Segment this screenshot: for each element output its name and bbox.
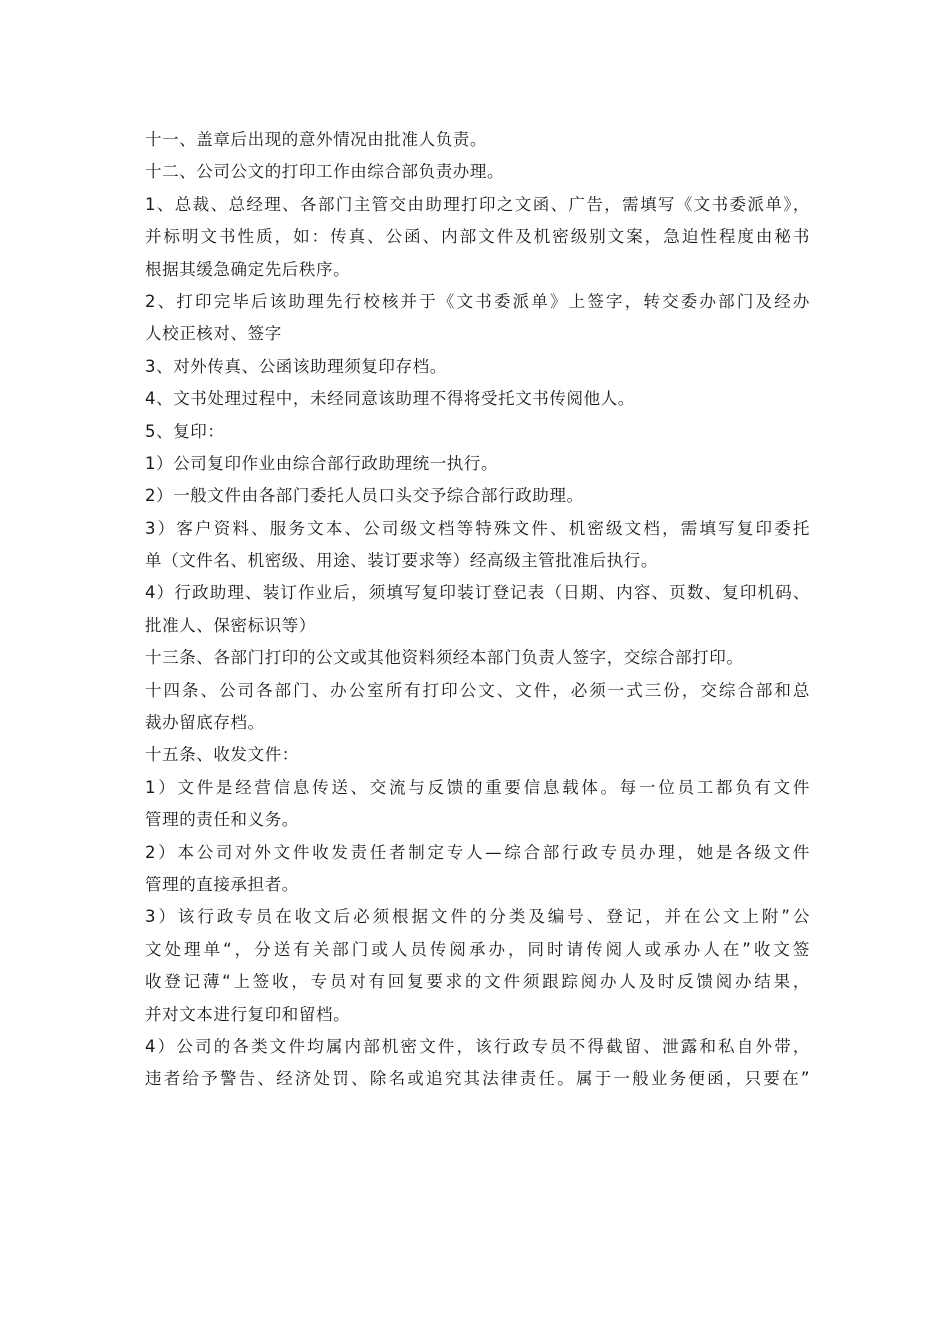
paragraph-line: 1）公司复印作业由综合部行政助理统一执行。 [145, 453, 499, 473]
paragraph-line: 管理的责任和义务。 [145, 810, 299, 830]
paragraph-line: 根据其缓急确定先后秩序。 [145, 259, 351, 279]
paragraph-line: 4）公司的各类文件均属内部机密文件，该行政专员不得截留、泄露和私自外带， [145, 1036, 810, 1056]
paragraph-line: 1）文件是经营信息传送、交流与反馈的重要信息载体。每一位员工都负有文件 [145, 777, 810, 797]
paragraph-line: 十四条、公司各部门、办公室所有打印公文、文件，必须一式三份，交综合部和总 [145, 680, 810, 700]
paragraph-line: 单（文件名、机密级、用途、装订要求等）经高级主管批准后执行。 [145, 551, 658, 571]
paragraph-line: 十二、公司公文的打印工作由综合部负责办理。 [145, 162, 505, 182]
paragraph-line: 批准人、保密标识等） [145, 615, 316, 635]
paragraph-line: 2）一般文件由各部门委托人员口头交予综合部行政助理。 [145, 486, 584, 506]
paragraph-line: 2、打印完毕后该助理先行校核并于《文书委派单》上签字，转交委办部门及经办 [145, 291, 810, 311]
paragraph-line: 5、复印： [145, 421, 225, 441]
paragraph-line: 收登记薄“上签收，专员对有回复要求的文件须跟踪阅办人及时反馈阅办结果， [145, 972, 810, 992]
paragraph-line: 文处理单“，分送有关部门或人员传阅承办，同时请传阅人或承办人在”收文签 [145, 939, 810, 959]
paragraph-line: 并对文本进行复印和留档。 [145, 1004, 351, 1024]
paragraph-line: 十三条、各部门打印的公文或其他资料须经本部门负责人签字，交综合部打印。 [145, 648, 744, 668]
paragraph-line: 2）本公司对外文件收发责任者制定专人—综合部行政专员办理，她是各级文件 [145, 842, 810, 862]
document-body [145, 124, 810, 1096]
paragraph-line: 十五条、收发文件： [145, 745, 299, 765]
paragraph-line: 4）行政助理、装订作业后，须填写复印装订登记表（日期、内容、页数、复印机码、 [145, 583, 810, 603]
paragraph-line: 3）客户资料、服务文本、公司级文档等特殊文件、机密级文档，需填写复印委托 [145, 518, 810, 538]
paragraph-line: 裁办留底存档。 [145, 713, 265, 733]
paragraph-line: 并标明文书性质，如：传真、公函、内部文件及机密级别文案，急迫性程度由秘书 [145, 227, 810, 247]
paragraph-line: 管理的直接承担者。 [145, 874, 299, 894]
paragraph-line: 3、对外传真、公函该助理须复印存档。 [145, 356, 447, 376]
paragraph-line: 1、总裁、总经理、各部门主管交由助理打印之文函、广告，需填写《文书委派单》， [145, 194, 810, 214]
paragraph-line: 违者给予警告、经济处罚、除名或追究其法律责任。属于一般业务便函，只要在” [145, 1069, 810, 1089]
paragraph-line: 十一、盖章后出现的意外情况由批准人负责。 [145, 130, 487, 149]
paragraph-line: 3）该行政专员在收文后必须根据文件的分类及编号、登记，并在公文上附”公 [145, 907, 810, 927]
paragraph-line: 4、文书处理过程中，未经同意该助理不得将受托文书传阅他人。 [145, 389, 635, 409]
paragraph-line: 人校正核对、签字 [145, 324, 282, 344]
